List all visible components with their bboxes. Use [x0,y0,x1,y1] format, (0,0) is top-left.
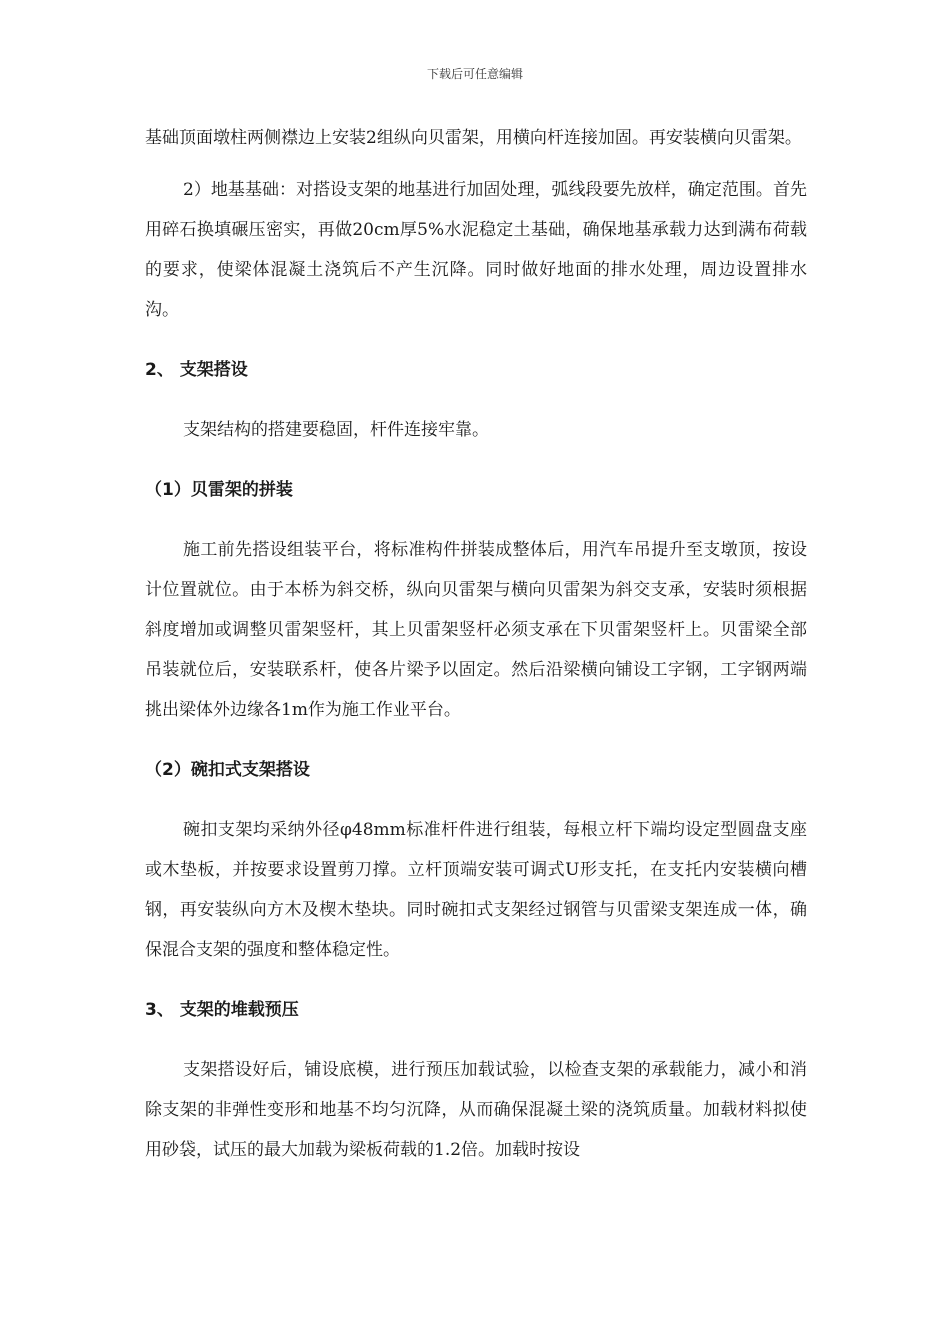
section-heading-2: 2、 支架搭设 [145,360,248,380]
subsection-heading-1: （1）贝雷架的拼装 [145,480,293,500]
paragraph-5: 碗扣支架均采纳外径φ48mm标准杆件进行组装，每根立杆下端均设定型圆盘支座或木垫板，并按要求设置剪刀撑。立杆顶端安装可调式U形支托，在支托内安装横向槽钢，再安装纵向方木及楔木垫块。同时碗扣式支架经过钢管与贝雷梁支架连成一体，确保混合支架的强度和整体稳定性。 [145,820,807,960]
paragraph-4: 施工前先搭设组装平台，将标准构件拼装成整体后，用汽车吊提升至支墩顶，按设计位置就位。由于本桥为斜交桥，纵向贝雷架与横向贝雷架为斜交支承，安装时须根据斜度增加或调整贝雷架竖杆，其上贝雷架竖杆必须支承在下贝雷架竖杆上。贝雷梁全部吊装就位后，安装联系杆，使各片梁予以固定。然后沿梁横向铺设工字钢，工字钢两端挑出梁体外边缘各1m作为施工作业平台。 [145,540,807,720]
subsection-heading-2: （2）碗扣式支架搭设 [145,760,310,780]
paragraph-3: 支架结构的搭建要稳固，杆件连接牢靠。 [183,420,489,440]
page-header: 下载后可任意编辑 [426,67,523,81]
document-body [145,118,807,1170]
section-heading-3: 3、 支架的堆载预压 [145,1000,299,1020]
paragraph-2: 2）地基基础：对搭设支架的地基进行加固处理，弧线段要先放样，确定范围。首先用碎石换填碾压密实，再做20cm厚5%水泥稳定土基础，确保地基承载力达到满布荷载的要求，使梁体混凝土浇筑后不产生沉降。同时做好地面的排水处理，周边设置排水沟。 [145,180,807,320]
paragraph-6: 支架搭设好后，铺设底模，进行预压加载试验，以检查支架的承载能力，减小和消除支架的非弹性变形和地基不均匀沉降，从而确保混凝土梁的浇筑质量。加载材料拟使用砂袋，试压的最大加载为梁板荷载的1.2倍。加载时按设 [145,1060,807,1160]
paragraph-1: 基础顶面墩柱两侧襟边上安装2组纵向贝雷架，用横向杆连接加固。再安装横向贝雷架。 [145,128,802,148]
